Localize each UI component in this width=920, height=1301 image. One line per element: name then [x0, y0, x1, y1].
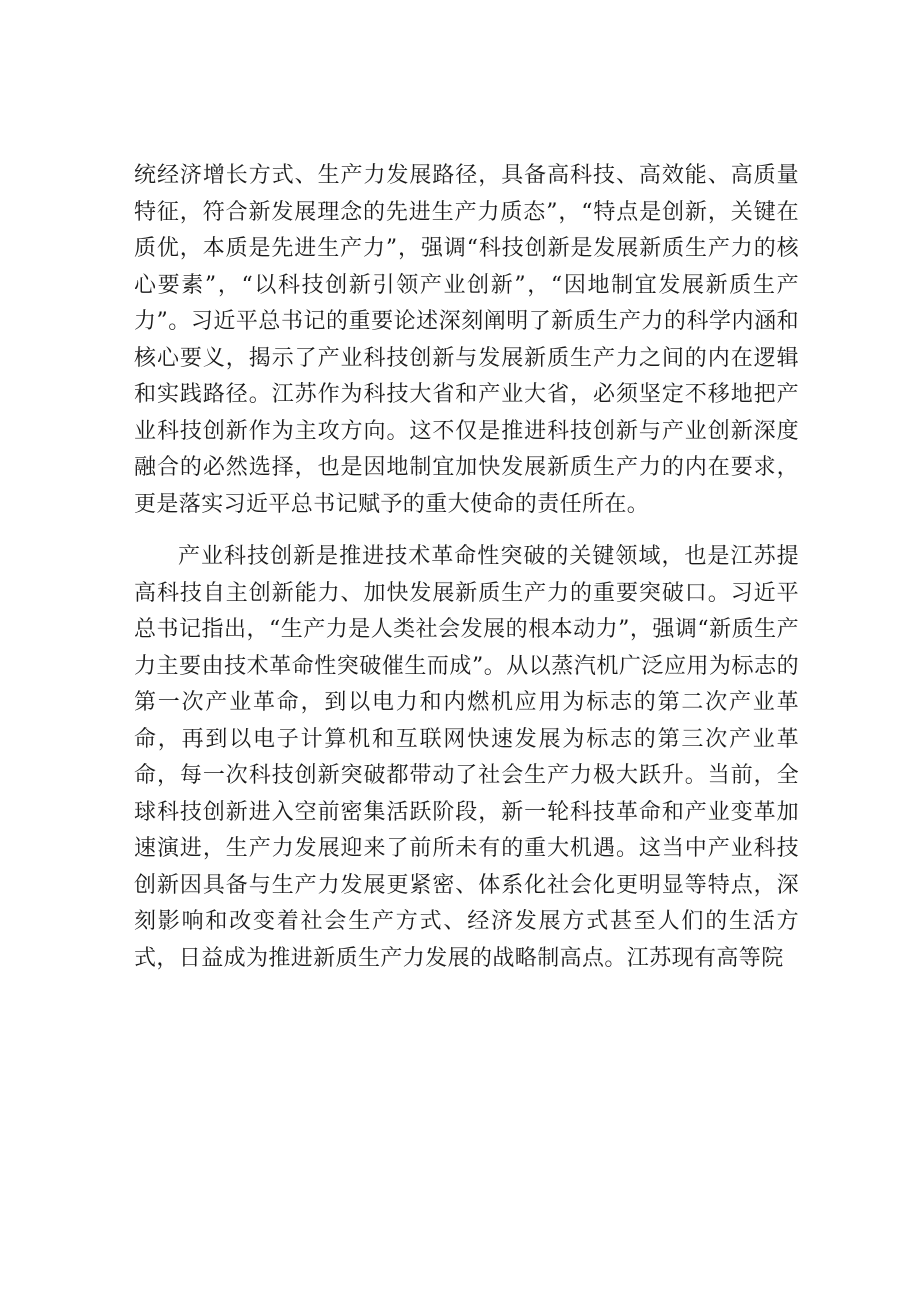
paragraph-industrial-innovation: 产业科技创新是推进技术革命性突破的关键领域，也是江苏提高科技自主创新能力、加快发展新质生产力的重要突破口。习近平总书记指出，“生产力是人类社会发展的根本动力”，强调“新质生产力主要由技术革命性突破催生而成”。从以蒸汽机广泛应用为标志的第一次产业革命，到以电力和内燃机应用为标志的第二次产业革命，再到以电子计算机和互联网快速发展为标志的第三次产业革命，每一次科技创新突破都带动了社会生产力极大跃升。当前，全球科技创新进入空前密集活跃阶段，新一轮科技革命和产业变革加速演进，生产力发展迎来了前所未有的重大机遇。这当中产业科技创新因具备与生产力发展更紧密、体系化社会化更明显等特点，深刻影响和改变着社会生产方式、经济发展方式甚至人们的生活方式，日益成为推进新质生产力发展的战略制高点。江苏现有高等院: [134, 544, 799, 971]
document-body: [134, 158, 799, 977]
paragraph-continuation: 统经济增长方式、生产力发展路径，具备高科技、高效能、高质量特征，符合新发展理念的先进生产力质态”，“特点是创新，关键在质优，本质是先进生产力”，强调“科技创新是发展新质生产力的核心要素”，“以科技创新引领产业创新”，“因地制宜发展新质生产力”。习近平总书记的重要论述深刻阐明了新质生产力的科学内涵和核心要义，揭示了产业科技创新与发展新质生产力之间的内在逻辑和实践路径。江苏作为科技大省和产业大省，必须坚定不移地把产业科技创新作为主攻方向。这不仅是推进科技创新与产业创新深度融合的必然选择，也是因地制宜加快发展新质生产力的内在要求，更是落实习近平总书记赋予的重大使命的责任所在。: [134, 163, 799, 517]
